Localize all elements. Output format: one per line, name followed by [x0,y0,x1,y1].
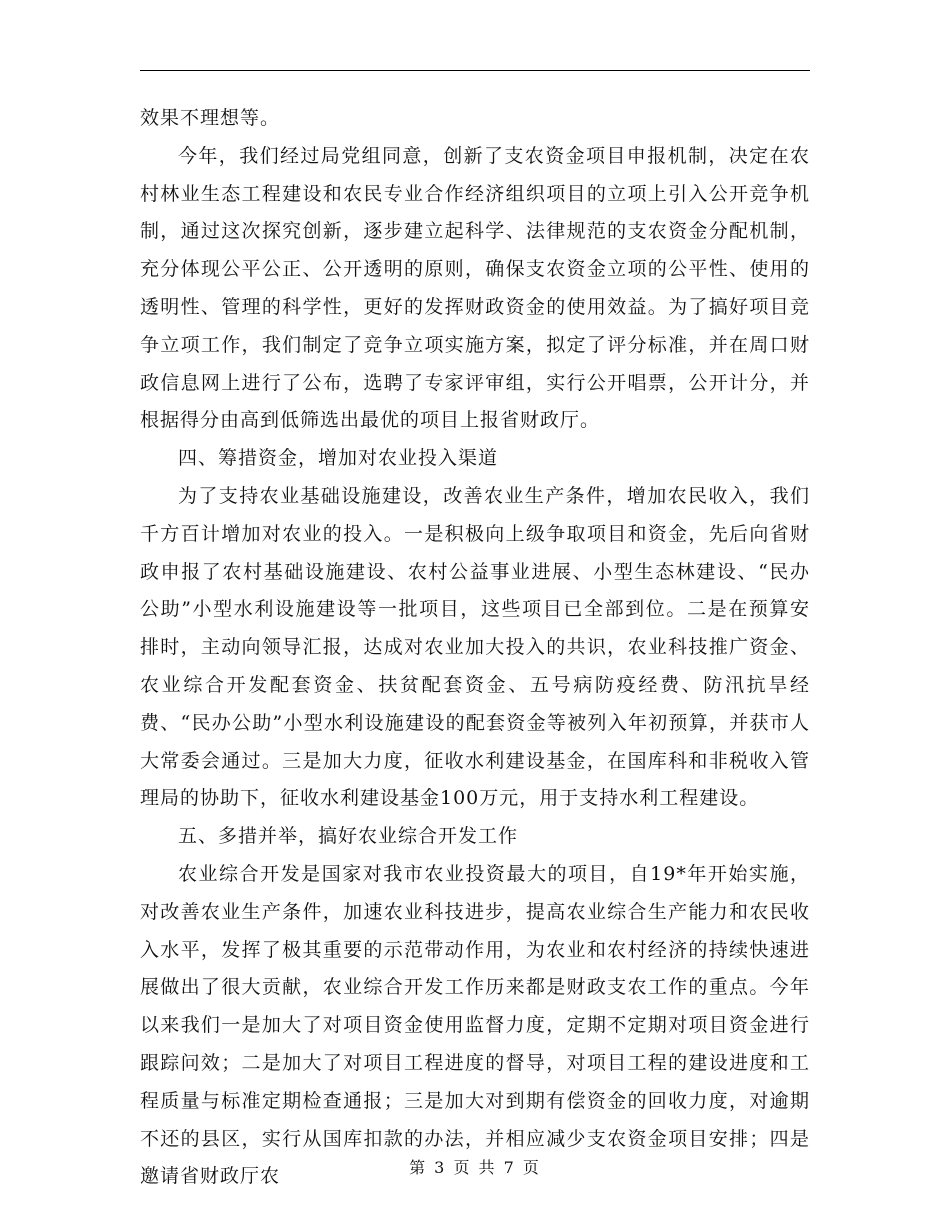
document-body [140,100,810,1196]
paragraph-mechanism-innovation: 今年，我们经过局党组同意，创新了支农资金项目申报机制，决定在农村林业生态工程建设和农民专业合作经济组织项目的立项上引入公开竞争机制，通过这次探究创新，逐步建立起科学、法律规范的支农资金分配机制，充分体现公平公正、公开透明的原则，确保支农资金立项的公平性、使用的透明性、管理的科学性，更好的发挥财政资金的使用效益。为了搞好项目竞争立项工作，我们制定了竞争立项实施方案，拟定了评分标准，并在周口财政信息网上进行了公布，选聘了专家评审组，实行公开唱票，公开计分，并根据得分由高到低筛选出最优的项目上报省财政厅。 [140,144,810,432]
section-heading-funding: 四、筹措资金，增加对农业投入渠道 [178,447,499,470]
paragraph-continuation: 效果不理想等。 [140,107,281,129]
section-heading-development: 五、多措并举，搞好农业综合开发工作 [178,825,519,848]
paragraph-funding: 为了支持农业基础设施建设，改善农业生产条件，增加农民收入，我们千方百计增加对农业的投入。一是积极向上级争取项目和资金，先后向省财政申报了农村基础设施建设、农村公益事业进展、小型生态林建设、“民办公助”小型水利设施建设等一批项目，这些项目已全部到位。二是在预算安排时，主动向领导汇报，达成对农业加大投入的共识，农业科技推广资金、农业综合开发配套资金、扶贫配套资金、五号病防疫经费、防汛抗旱经费、“民办公助”小型水利设施建设的配套资金等被列入年初预算，并获市人大常委会通过。三是加大力度，征收水利建设基金，在国库科和非税收入管理局的协助下，征收水利建设基金100万元，用于支持水利工程建设。 [140,484,810,810]
header-rule [140,70,810,71]
paragraph-development: 农业综合开发是国家对我市农业投资最大的项目，自19*年开始实施，对改善农业生产条件，加速农业科技进步，提高农业综合生产能力和农民收入水平，发挥了极其重要的示范带动作用，为农业和农村经济的持续快速进展做出了很大贡献，农业综合开发工作历来都是财政支农工作的重点。今年以来我们一是加大了对项目资金使用监督力度，定期不定期对项目资金进行跟踪问效；二是加大了对项目工程进度的督导，对项目工程的建设进度和工程质量与标准定期检查通报；三是加大对到期有偿资金的回收力度，对逾期不还的县区，实行从国库扣款的办法，并相应减少支农资金项目安排；四是邀请省财政厅农 [140,862,810,1188]
page-number-footer: 第 3 页 共 7 页 [409,1158,541,1177]
